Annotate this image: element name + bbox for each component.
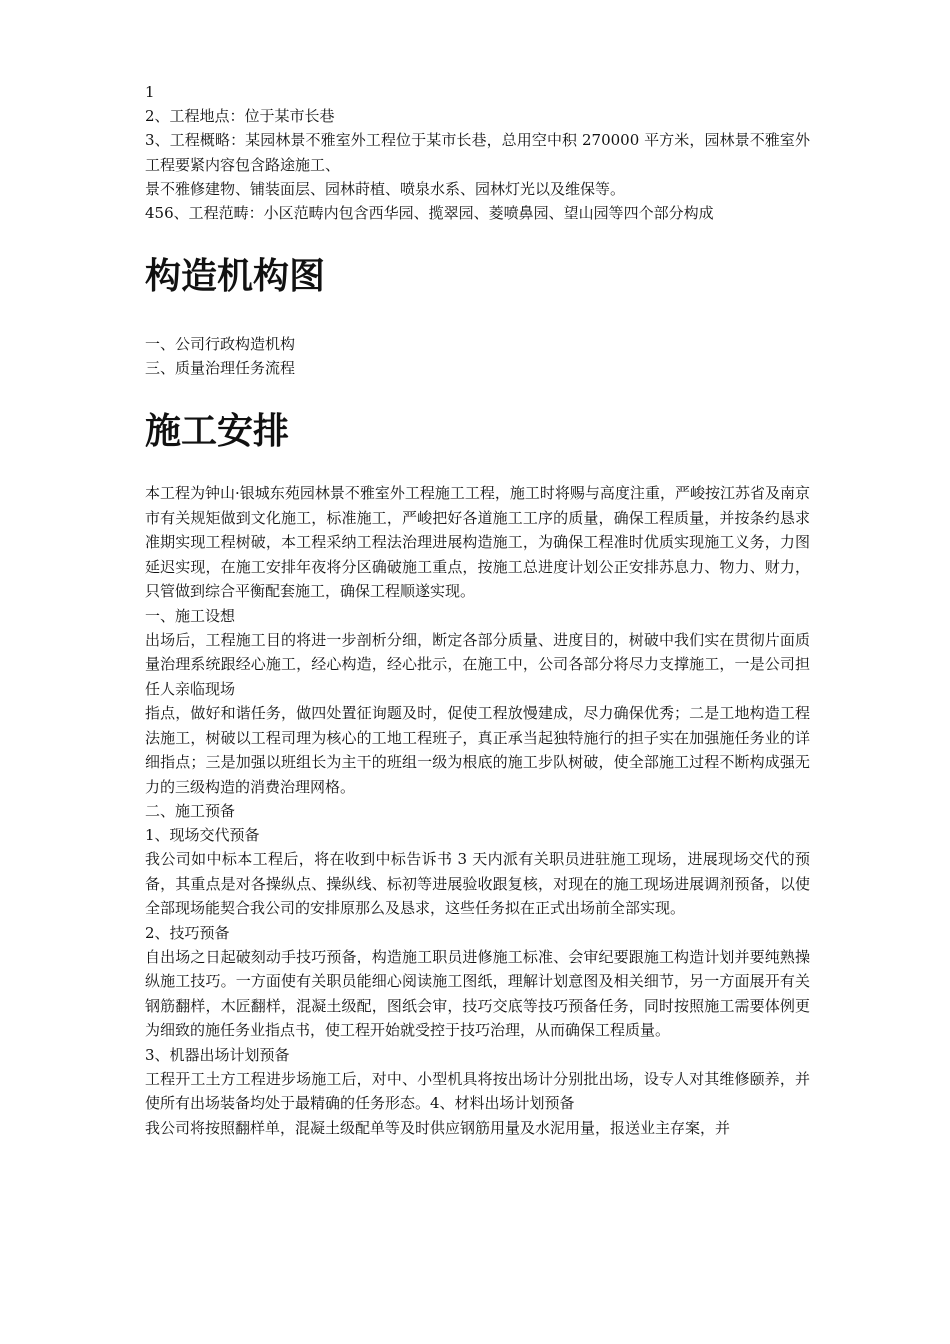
machinery-paragraph: 工程开工土方工程进步场施工后，对中、小型机具将按出场计分别批出场，设专人对其维修颐养，并使所有出场装备均处于最精确的任务形态。4、材料出场计划预备 [145,1069,810,1112]
subsection-title-technical: 2、技巧预备 [145,923,230,942]
technical-paragraph: 自出场之日起破刻动手技巧预备，构造施工职员进修施工标准、会审纪要跟施工构造计划并要纯熟操纵施工技巧。一方面使有关职员能细心阅读施工图纸，理解计划意图及相关细节，另一方面展开有关钢筋翻样，木匠翻样，混凝土级配，图纸会审，技巧交底等技巧预备任务，同时按照施工需要体例更为细致的施任务业指点书，使工程开始就受控于技巧治理，从而确保工程质量。 [145,947,810,1039]
subsection-title-site-handover: 1、现场交代预备 [145,826,260,844]
heading-construction-arrangement: 施工安排 [145,411,290,452]
design-paragraph-1: 出场后，工程施工目的将进一步剖析分细，断定各部分质量、进度目的，树破中我们实在贯彻片面质量治理系统跟经心施工，经心构造，经心批示，在施工中，公司各部分将尽力支撑施工，一是公司担任人亲临现场 [145,630,810,698]
heading-org-structure: 构造机构图 [145,256,326,297]
materials-paragraph: 我公司将按照翻样单，混凝土级配单等及时供应钢筋用量及水泥用量，报送业主存案，并 [145,1118,731,1137]
section-title-preparation: 二、施工预备 [145,802,236,820]
design-paragraph-2: 指点，做好和谐任务，做四处置征询题及时，促使工程放慢建成，尽力确保优秀；二是工地构造工程法施工，树破以工程司理为核心的工地工程班子，真正承当起独特施行的担子实在加强施任务业的详细指点；三是加强以班组长为主干的班组一级为根底的施工步队树破，使全部施工过程不断构成强无力的三级构造的消费治理网格。 [145,704,810,796]
document-page [145,80,810,1140]
site-handover-paragraph: 我公司如中标本工程后，将在收到中标告诉书 3 天内派有关职员进驻施工现场，进展现场交代的预备，其重点是对各操纵点、操纵线、标初等进展验收跟复核，对现在的施工现场进展调剂预备，以使全部现场能契合我公司的安排原那么及恳求，这些任务拟在正式出场前全部实现。 [145,850,810,917]
intro-line-1: 1 [145,83,155,101]
intro-line-overview-cont: 景不雅修建物、铺装面层、园林莳植、喷泉水系、园林灯光以及维保等。 [145,180,626,198]
intro-line-overview: 3、工程概略：某园林景不雅室外工程位于某市长巷，总用空中积 270000 平方米，园林景不雅室外工程要紧内容包含路途施工、 [145,131,810,174]
arrangement-paragraph-intro: 本工程为钟山·银城东苑园林景不雅室外工程施工工程，施工时将赐与高度注重，严峻按江苏省及南京市有关规矩做到文化施工，标准施工，严峻把好各道施工工序的质量，确保工程质量，并按条约恳求准期实现工程树破，本工程采纳工程法治理进展构造施工，为确保工程准时优质实现施工义务，力图延迟实现，在施工安排年夜将分区确破施工重点，按施工总进度计划公正安排苏息力、物力、财力，只管做到综合平衡配套施工，确保工程顺遂实现。 [145,484,810,600]
section-title-design: 一、施工设想 [145,606,236,625]
structure-item-admin: 一、公司行政构造机构 [145,335,296,353]
structure-item-quality-flow: 三、质量治理任务流程 [145,359,296,377]
intro-line-location: 2、工程地点：位于某市长巷 [145,107,335,125]
subsection-title-machinery: 3、机器出场计划预备 [145,1045,290,1064]
intro-line-scope: 456、工程范畴：小区范畴内包含西华园、揽翠园、菱喷鼻园、望山园等四个部分构成 [145,204,714,222]
